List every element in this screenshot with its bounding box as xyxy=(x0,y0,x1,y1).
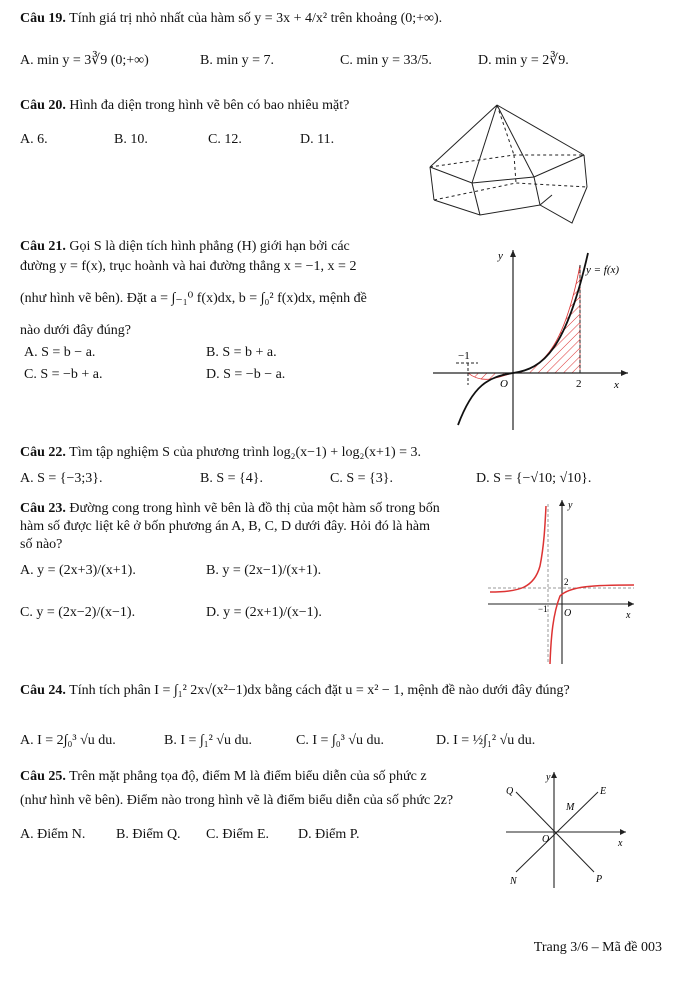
q23-option-c[interactable]: C. y = (2x−2)/(x−1). xyxy=(20,605,136,620)
q23-minus1-label: −1 xyxy=(538,604,548,614)
q24-option-c[interactable]: C. I = ∫₀³ √u du. xyxy=(296,733,384,748)
q22-option-a[interactable]: A. S = {−3;3}. xyxy=(20,471,103,486)
q20-option-d[interactable]: D. 11. xyxy=(300,132,335,147)
q23-graph xyxy=(484,496,640,668)
q22-option-c[interactable]: C. S = {3}. xyxy=(330,471,393,486)
q25-option-b[interactable]: B. Điểm Q. xyxy=(116,827,181,842)
q20-option-a[interactable]: A. 6. xyxy=(20,132,48,147)
q24-option-b[interactable]: B. I = ∫₁² √u du. xyxy=(164,733,252,748)
q21-origin-label: O xyxy=(500,378,508,390)
q25-stem-1 xyxy=(20,768,427,786)
q25-line1: Trên mặt phẳng tọa độ, điểm M là điểm biểu diễn của số phức z xyxy=(69,769,427,784)
q21-option-b[interactable]: B. S = b + a. xyxy=(206,345,277,360)
q20-text: Hình đa diện trong hình vẽ bên có bao nhiêu mặt? xyxy=(69,98,350,113)
q23-option-b[interactable]: B. y = (2x−1)/(x+1). xyxy=(206,563,322,578)
q21-curve-label: y = f(x) xyxy=(586,264,620,276)
q24-option-d[interactable]: D. I = ½∫₁² √u du. xyxy=(436,733,536,748)
q23-option-d[interactable]: D. y = (2x+1)/(x−1). xyxy=(206,605,322,620)
q21-option-c[interactable]: C. S = −b + a. xyxy=(24,367,103,382)
q21-graph xyxy=(428,245,638,435)
q21-line2: đường y = f(x), trục hoành và hai đường thẳng x = −1, x = 2 xyxy=(20,259,357,274)
point-p-label: P xyxy=(596,874,603,885)
q21-stem-1 xyxy=(20,238,350,256)
q21-x-label: x xyxy=(614,379,619,391)
point-e-label: E xyxy=(600,786,607,797)
q19-stem xyxy=(20,10,442,28)
q23-y-label: y xyxy=(568,500,573,511)
q19-option-b[interactable]: B. min y = 7. xyxy=(200,53,275,68)
q20-label: Câu 20. xyxy=(20,98,66,113)
q25-y-label: y xyxy=(546,772,551,783)
point-n-label: N xyxy=(510,876,517,887)
polyhedron-figure xyxy=(412,95,606,235)
q23-line3: số nào? xyxy=(20,537,63,552)
q22-stem xyxy=(20,444,421,462)
point-q-label: Q xyxy=(506,786,514,797)
q23-stem-1 xyxy=(20,500,440,518)
q20-option-b[interactable]: B. 10. xyxy=(114,132,148,147)
q21-y-label: y xyxy=(498,250,503,262)
q22-label: Câu 22. xyxy=(20,445,66,460)
q21-option-a[interactable]: A. S = b − a. xyxy=(24,345,96,360)
q24-label: Câu 24. xyxy=(20,683,66,698)
q24-option-a[interactable]: A. I = 2∫₀³ √u du. xyxy=(20,733,116,748)
point-m-label: M xyxy=(566,802,575,813)
q24-text: Tính tích phân I = ∫₁² 2x√(x²−1)dx bằng cách đặt u = x² − 1, mệnh đề nào dưới đây đúng? xyxy=(69,683,570,698)
q25-x-label: x xyxy=(618,838,623,849)
q21-option-d[interactable]: D. S = −b − a. xyxy=(206,367,286,382)
q25-option-a[interactable]: A. Điểm N. xyxy=(20,827,86,842)
q21-line3: (như hình vẽ bên). Đặt a = ∫₋₁⁰ f(x)dx, b = ∫₀² f(x)dx, mệnh đề xyxy=(20,291,367,306)
q23-two-label: 2 xyxy=(564,577,569,587)
q25-label: Câu 25. xyxy=(20,769,66,784)
q21-line4: nào dưới đây đúng? xyxy=(20,323,132,338)
q23-option-a[interactable]: A. y = (2x+3)/(x+1). xyxy=(20,563,136,578)
q25-line2: (như hình vẽ bên). Điểm nào trong hình vẽ là điểm biểu diễn của số phức 2z? xyxy=(20,793,454,808)
q22-option-d[interactable]: D. S = {−√10; √10}. xyxy=(476,471,592,486)
q23-x-label: x xyxy=(626,610,631,621)
q23-line1: Đường cong trong hình vẽ bên là đồ thị của một hàm số trong bốn xyxy=(69,501,440,516)
q25-graph xyxy=(502,768,630,890)
q19-option-a[interactable]: A. min y = 3∛9 (0;+∞) xyxy=(20,53,149,68)
q21-two-label: 2 xyxy=(576,378,582,390)
q23-branch-left xyxy=(490,506,546,592)
q21-line1: Gọi S là diện tích hình phẳng (H) giới hạn bởi các xyxy=(69,239,350,254)
q20-option-c[interactable]: C. 12. xyxy=(208,132,242,147)
q25-option-c[interactable]: C. Điểm E. xyxy=(206,827,269,842)
q22-option-b[interactable]: B. S = {4}. xyxy=(200,471,263,486)
q23-label: Câu 23. xyxy=(20,501,66,516)
page-footer: Trang 3/6 – Mã đề 003 xyxy=(533,940,662,955)
q20-stem xyxy=(20,97,349,115)
q25-option-d[interactable]: D. Điểm P. xyxy=(298,827,360,842)
q19-label: Câu 19. xyxy=(20,11,66,26)
q22-text: Tìm tập nghiệm S của phương trình log₂(x−1) + log₂(x+1) = 3. xyxy=(69,445,422,460)
q24-stem xyxy=(20,682,570,700)
q19-text: Tính giá trị nhỏ nhất của hàm số y = 3x + 4/x² trên khoảng (0;+∞). xyxy=(69,11,443,26)
q19-option-d[interactable]: D. min y = 2∛9. xyxy=(478,53,569,68)
q21-minus1-label: −1 xyxy=(458,350,470,362)
q25-origin-label: O xyxy=(542,834,550,845)
q23-branch-right xyxy=(550,585,634,664)
q21-label: Câu 21. xyxy=(20,239,66,254)
q23-line2: hàm số được liệt kê ở bốn phương án A, B, C, D dưới đây. Hỏi đó là hàm xyxy=(20,519,430,534)
q19-option-c[interactable]: C. min y = 33/5. xyxy=(340,53,432,68)
q23-origin-label: O xyxy=(564,608,572,619)
